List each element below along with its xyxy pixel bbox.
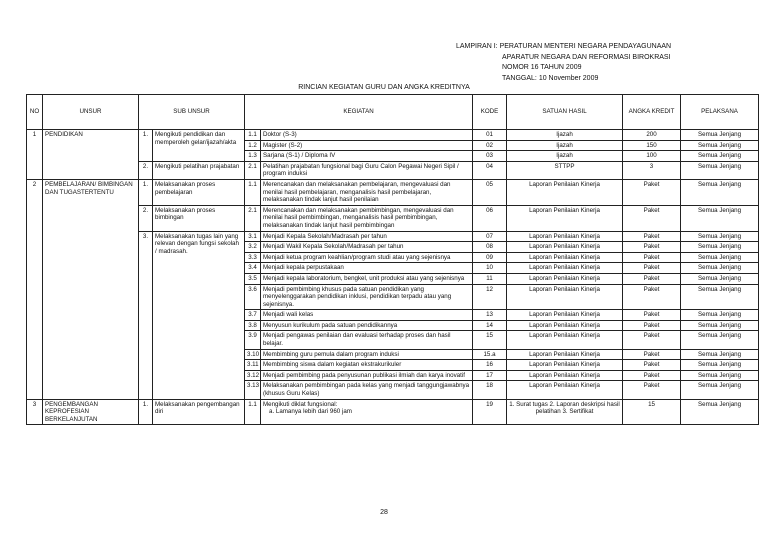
kegiatan-number: 3.2 [245, 242, 261, 253]
pelaksana-cell: Semua Jenjang [681, 360, 759, 371]
sub-unsur-number: 1. [139, 130, 153, 162]
kode-cell: 07 [473, 231, 507, 242]
kegiatan-text: Sarjana (S-1) / Diploma IV [261, 151, 473, 162]
header-line-2: APARATUR NEGARA DAN REFORMASI BIROKRASI [502, 54, 671, 61]
angka-cell: 3 [623, 161, 681, 179]
col-kegiatan: KEGIATAN [245, 95, 473, 130]
pelaksana-cell: Semua Jenjang [681, 320, 759, 331]
pelaksana-cell: Semua Jenjang [681, 205, 759, 231]
table-header-row [27, 95, 759, 130]
sub-unsur-number: 2. [139, 205, 153, 231]
kegiatan-number: 3.9 [245, 331, 261, 349]
sub-unsur-name: Melaksanakan pengembangan diri [153, 399, 245, 425]
angka-cell: Paket [623, 263, 681, 274]
kegiatan-text: Merencanakan dan melaksanakan pembelajaran, mengevaluasi dan menilai hasil pembelajaran, menganalisis hasil pembelajaran, melaksanakan tindak lanjut hasil penilaian [261, 179, 473, 205]
kode-cell: 18 [473, 381, 507, 399]
kegiatan-cell [261, 399, 473, 425]
sub-unsur-number: 1. [139, 399, 153, 425]
pelaksana-cell: Semua Jenjang [681, 381, 759, 399]
kegiatan-text: Merencanakan dan melaksanakan pembimbingan, mengevaluasi dan menilai hasil pembimbingan, menganalisis hasil pembimbingan, melaksanakan tindak lanjut hasil pembimbingan [261, 205, 473, 231]
kegiatan-number: 3.4 [245, 263, 261, 274]
table-row [27, 179, 759, 205]
angka-cell: Paket [623, 231, 681, 242]
pelaksana-cell: Semua Jenjang [681, 151, 759, 162]
unsur-name: PENGEMBANGAN KEPROFESIAN BERKELANJUTAN [43, 399, 139, 425]
satuan-cell: Ijazah [507, 140, 623, 151]
angka-cell: Paket [623, 242, 681, 253]
kegiatan-text: Membimbing siswa dalam kegiatan ekstrakurikuler [261, 360, 473, 371]
satuan-cell: Laporan Penilaian Kinerja [507, 252, 623, 263]
kegiatan-text: Menjadi kepala laboratorium, bengkel, unit produksi atau yang sejenisnya [261, 273, 473, 284]
kegiatan-text: Melaksanakan pembimbingan pada kelas yang menjadi tanggungjawabnya (khusus Guru Kelas) [261, 381, 473, 399]
satuan-cell: Laporan Penilaian Kinerja [507, 360, 623, 371]
angka-cell: Paket [623, 179, 681, 205]
angka-cell: 100 [623, 151, 681, 162]
kegiatan-number: 2.1 [245, 205, 261, 231]
satuan-cell: Laporan Penilaian Kinerja [507, 320, 623, 331]
satuan-cell: STTPP [507, 161, 623, 179]
satuan-cell: Ijazah [507, 151, 623, 162]
kegiatan-number: 2.1 [245, 161, 261, 179]
angka-cell: Paket [623, 349, 681, 360]
kode-cell: 15.a [473, 349, 507, 360]
kode-cell: 08 [473, 242, 507, 253]
sub-unsur-number: 2. [139, 161, 153, 179]
satuan-cell: Laporan Penilaian Kinerja [507, 231, 623, 242]
col-sub-unsur: SUB UNSUR [139, 95, 245, 130]
col-unsur: UNSUR [43, 95, 139, 130]
kode-cell: 05 [473, 179, 507, 205]
satuan-cell: Laporan Penilaian Kinerja [507, 179, 623, 205]
satuan-cell: Laporan Penilaian Kinerja [507, 263, 623, 274]
pelaksana-cell: Semua Jenjang [681, 252, 759, 263]
kegiatan-number: 1.1 [245, 130, 261, 141]
pelaksana-cell: Semua Jenjang [681, 140, 759, 151]
satuan-cell: Laporan Penilaian Kinerja [507, 242, 623, 253]
unsur-name: PENDIDIKAN [43, 130, 139, 180]
angka-cell: Paket [623, 273, 681, 284]
satuan-cell: Laporan Penilaian Kinerja [507, 381, 623, 399]
kegiatan-text: Menjadi pembimbing pada penyusunan publikasi ilmiah dan karya inovatif [261, 370, 473, 381]
kegiatan-number: 3.12 [245, 370, 261, 381]
pelaksana-cell: Semua Jenjang [681, 310, 759, 321]
angka-cell: Paket [623, 370, 681, 381]
angka-cell: 150 [623, 140, 681, 151]
satuan-cell: Laporan Penilaian Kinerja [507, 349, 623, 360]
header-line-3: NOMOR 16 TAHUN 2009 [502, 64, 582, 71]
satuan-cell: Laporan Penilaian Kinerja [507, 205, 623, 231]
pelaksana-cell: Semua Jenjang [681, 349, 759, 360]
col-pelaksana: PELAKSANA [681, 95, 759, 130]
satuan-cell: Ijazah [507, 130, 623, 141]
satuan-cell: Laporan Penilaian Kinerja [507, 284, 623, 310]
kode-cell: 14 [473, 320, 507, 331]
kegiatan-text: Membimbing guru pemula dalam program induksi [261, 349, 473, 360]
kegiatan-text: Mengikuti diklat fungsional: [263, 400, 338, 408]
kegiatan-text: Menyusun kurikulum pada satuan pendidikannya [261, 320, 473, 331]
kode-cell: 03 [473, 151, 507, 162]
page-number: 28 [380, 509, 388, 516]
col-no: NO [27, 95, 43, 130]
pelaksana-cell: Semua Jenjang [681, 161, 759, 179]
angka-cell: Paket [623, 331, 681, 349]
rincian-table [26, 94, 759, 425]
kegiatan-text: Pelatihan prajabatan fungsional bagi Guru Calon Pegawai Negeri Sipil / program induksi [261, 161, 473, 179]
col-angka-kredit: ANGKA KREDIT [623, 95, 681, 130]
sub-unsur-name: Melaksanakan proses pembelajaran [153, 179, 245, 205]
pelaksana-cell: Semua Jenjang [681, 284, 759, 310]
kegiatan-number: 3.10 [245, 349, 261, 360]
kegiatan-number: 3.13 [245, 381, 261, 399]
kegiatan-number: 3.11 [245, 360, 261, 371]
col-satuan-hasil: SATUAN HASIL [507, 95, 623, 130]
satuan-cell: Laporan Penilaian Kinerja [507, 310, 623, 321]
kegiatan-number: 1.2 [245, 140, 261, 151]
kode-cell: 10 [473, 263, 507, 274]
kegiatan-number: 3.6 [245, 284, 261, 310]
unsur-number: 1 [27, 130, 43, 180]
pelaksana-cell: Semua Jenjang [681, 331, 759, 349]
satuan-cell: 1. Surat tugas 2. Laporan deskripsi hasil pelatihan 3. Sertifikat [507, 399, 623, 425]
unsur-name: PEMBELAJARAN/ BIMBINGAN DAN TUGASTERTENTU [43, 179, 139, 399]
kegiatan-number: 3.8 [245, 320, 261, 331]
kegiatan-text: Menjadi ketua program keahlian/program studi atau yang sejenisnya [261, 252, 473, 263]
kegiatan-text: Menjadi pengawas penilaian dan evaluasi terhadap proses dan hasil belajar. [261, 331, 473, 349]
angka-cell: Paket [623, 310, 681, 321]
sub-unsur-name: Melaksanakan tugas lain yang relevan dengan fungsi sekolah / madrasah. [153, 231, 245, 399]
pelaksana-cell: Semua Jenjang [681, 263, 759, 274]
kode-cell: 02 [473, 140, 507, 151]
kegiatan-number: 3.1 [245, 231, 261, 242]
angka-cell: Paket [623, 381, 681, 399]
sub-unsur-number: 3. [139, 231, 153, 399]
kode-cell: 04 [473, 161, 507, 179]
kode-cell: 13 [473, 310, 507, 321]
unsur-number: 2 [27, 179, 43, 399]
kegiatan-text: Magister (S-2) [261, 140, 473, 151]
kode-cell: 11 [473, 273, 507, 284]
kode-cell: 16 [473, 360, 507, 371]
pelaksana-cell: Semua Jenjang [681, 231, 759, 242]
sub-unsur-number: 1. [139, 179, 153, 205]
kegiatan-number: 1.1 [245, 399, 261, 425]
sub-unsur-name: Mengikuti pelatihan prajabatan [153, 161, 245, 179]
table-title: RINCIAN KEGIATAN GURU DAN ANGKA KREDITNYA [298, 84, 470, 91]
angka-cell: 200 [623, 130, 681, 141]
kegiatan-text: Menjadi Wakil Kepala Sekolah/Madrasah per tahun [261, 242, 473, 253]
sub-unsur-name: Melaksanakan proses bimbingan [153, 205, 245, 231]
sub-unsur-name: Mengikuti pendidikan dan memperoleh gelar/ijazah/akta [153, 130, 245, 162]
satuan-cell: Laporan Penilaian Kinerja [507, 273, 623, 284]
kode-cell: 15 [473, 331, 507, 349]
pelaksana-cell: Semua Jenjang [681, 399, 759, 425]
kode-cell: 01 [473, 130, 507, 141]
pelaksana-cell: Semua Jenjang [681, 273, 759, 284]
kegiatan-number: 1.1 [245, 179, 261, 205]
kode-cell: 12 [473, 284, 507, 310]
satuan-cell: Laporan Penilaian Kinerja [507, 331, 623, 349]
table-row [27, 130, 759, 141]
unsur-number: 3 [27, 399, 43, 425]
angka-cell: Paket [623, 360, 681, 371]
kegiatan-text: Menjadi Kepala Sekolah/Madrasah per tahun [261, 231, 473, 242]
kode-cell: 17 [473, 370, 507, 381]
kode-cell: 19 [473, 399, 507, 425]
col-kode: KODE [473, 95, 507, 130]
angka-cell: 15 [623, 399, 681, 425]
kegiatan-number: 3.7 [245, 310, 261, 321]
pelaksana-cell: Semua Jenjang [681, 242, 759, 253]
pelaksana-cell: Semua Jenjang [681, 179, 759, 205]
kode-cell: 06 [473, 205, 507, 231]
table-row [27, 399, 759, 425]
header-line-4: TANGGAL: 10 November 2009 [502, 75, 599, 82]
angka-cell: Paket [623, 320, 681, 331]
kegiatan-sub-item: a. Lamanya lebih dari 960 jam [269, 408, 352, 416]
kegiatan-text: Doktor (S-3) [261, 130, 473, 141]
kegiatan-number: 1.3 [245, 151, 261, 162]
angka-cell: Paket [623, 252, 681, 263]
kegiatan-text: Menjadi kepala perpustakaan [261, 263, 473, 274]
angka-cell: Paket [623, 205, 681, 231]
kegiatan-number: 3.3 [245, 252, 261, 263]
header-line-1: LAMPIRAN I: PERATURAN MENTERI NEGARA PENDAYAGUNAAN [456, 43, 672, 50]
kegiatan-text: Menjadi pembimbing khusus pada satuan pendidikan yang menyelenggarakan pendidikan inklusi, pendidikan terpadu atau yang sejenisnya. [261, 284, 473, 310]
angka-cell: Paket [623, 284, 681, 310]
pelaksana-cell: Semua Jenjang [681, 130, 759, 141]
kegiatan-text: Menjadi wali kelas [261, 310, 473, 321]
kode-cell: 09 [473, 252, 507, 263]
kegiatan-number: 3.5 [245, 273, 261, 284]
satuan-cell: Laporan Penilaian Kinerja [507, 370, 623, 381]
pelaksana-cell: Semua Jenjang [681, 370, 759, 381]
